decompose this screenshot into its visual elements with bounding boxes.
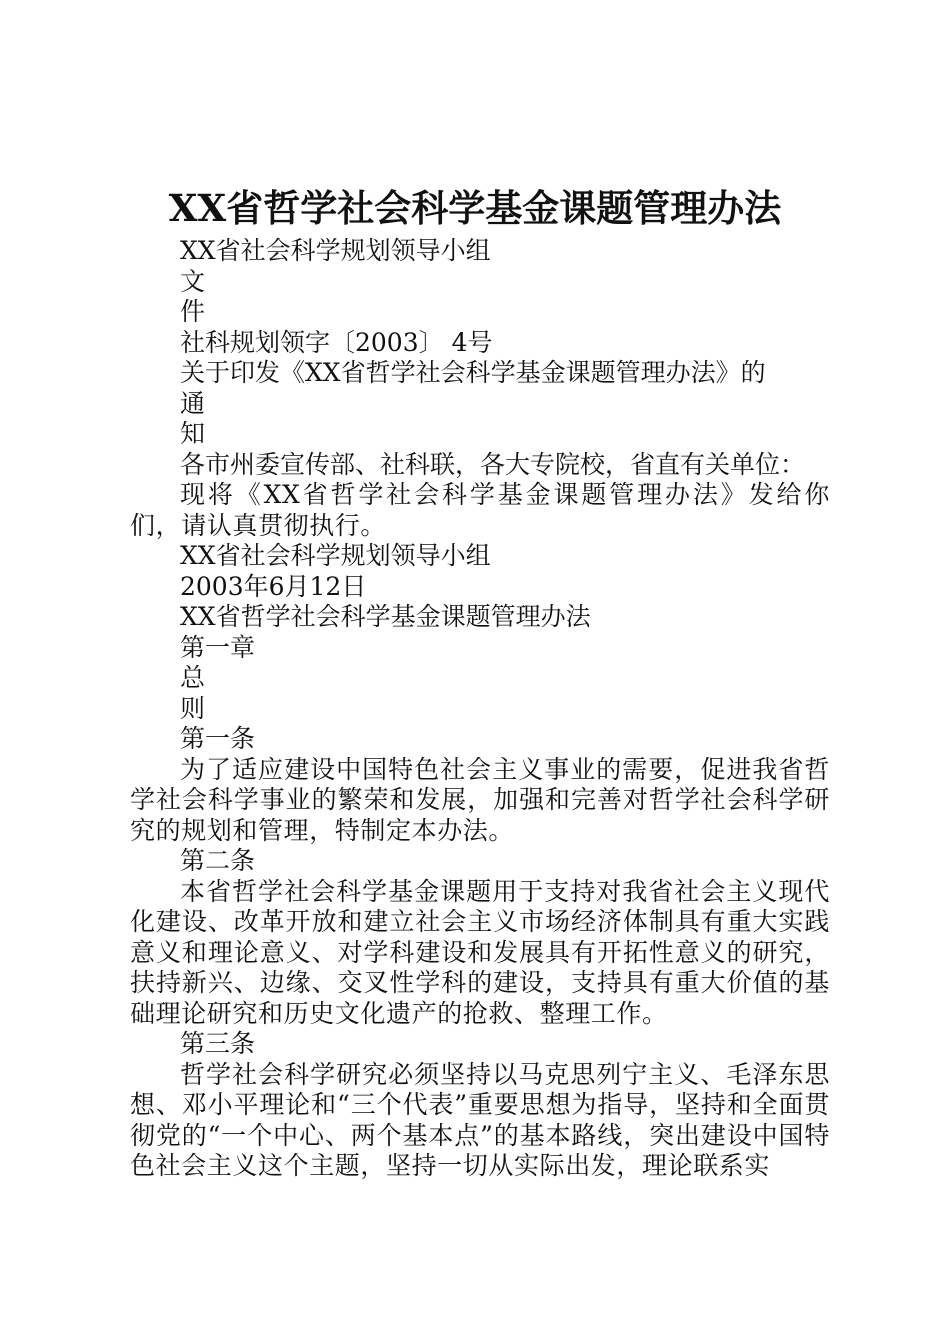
article-2-heading: 第二条 — [180, 846, 256, 875]
chapter-name-char-1: 总 — [180, 663, 206, 692]
notice-paragraph: 现将《XX省哲学社会科学基金课题管理办法》发给你们，请认真贯彻执行。 — [130, 480, 830, 540]
article-2-text: 本省哲学社会科学基金课题用于支持对我省社会主义现代化建设、改革开放和建立社会主义市场经济体制具有重大实践意义和理论意义、对学科建设和发展具有开拓性意义的研究，扶持新兴、边缘、交叉性学科的建设，支持具有重大价值的基础理论研究和历史文化遗产的抢救、整理工作。 — [130, 876, 830, 1028]
article-3-text: 哲学社会科学研究必须坚持以马克思列宁主义、毛泽东思想、邓小平理论和“三个代表”重要思想为指导，坚持和全面贯彻党的“一个中心、两个基本点”的基本路线，突出建设中国特色社会主义这个主题，坚持一切从实际出发，理论联系实 — [130, 1059, 830, 1180]
signature-issuer: XX省社会科学规划领导小组 — [180, 541, 491, 570]
article-1-text: 为了适应建设中国特色社会主义事业的需要，促进我省哲学社会科学事业的繁荣和发展，加强和完善对哲学社会科学研究的规划和管理，特制定本办法。 — [130, 754, 830, 845]
article-1-heading: 第一条 — [180, 724, 256, 753]
document-type-char-2: 件 — [180, 297, 206, 326]
article-3-heading: 第三条 — [180, 1029, 256, 1058]
document-number: 社科规划领字〔2003〕 4号 — [180, 327, 493, 357]
issuer-line: XX省社会科学规划领导小组 — [180, 236, 491, 265]
addressee-line: 各市州委宣传部、社科联，各大专院校，省直有关单位： — [180, 449, 806, 479]
attachment-title: XX省哲学社会科学基金课题管理办法 — [180, 602, 591, 631]
chapter-name-char-2: 则 — [180, 693, 206, 723]
document-title: XX省哲学社会科学基金课题管理办法 — [168, 186, 782, 230]
document-body — [130, 236, 830, 1182]
notice-subject: 关于印发《XX省哲学社会科学基金课题管理办法》的 — [180, 358, 766, 387]
notice-char-1: 通 — [180, 388, 206, 418]
signature-date: 2003年6月12日 — [180, 571, 367, 601]
chapter-heading: 第一章 — [180, 632, 256, 662]
notice-char-2: 知 — [180, 419, 206, 448]
document-type-char-1: 文 — [180, 266, 206, 296]
